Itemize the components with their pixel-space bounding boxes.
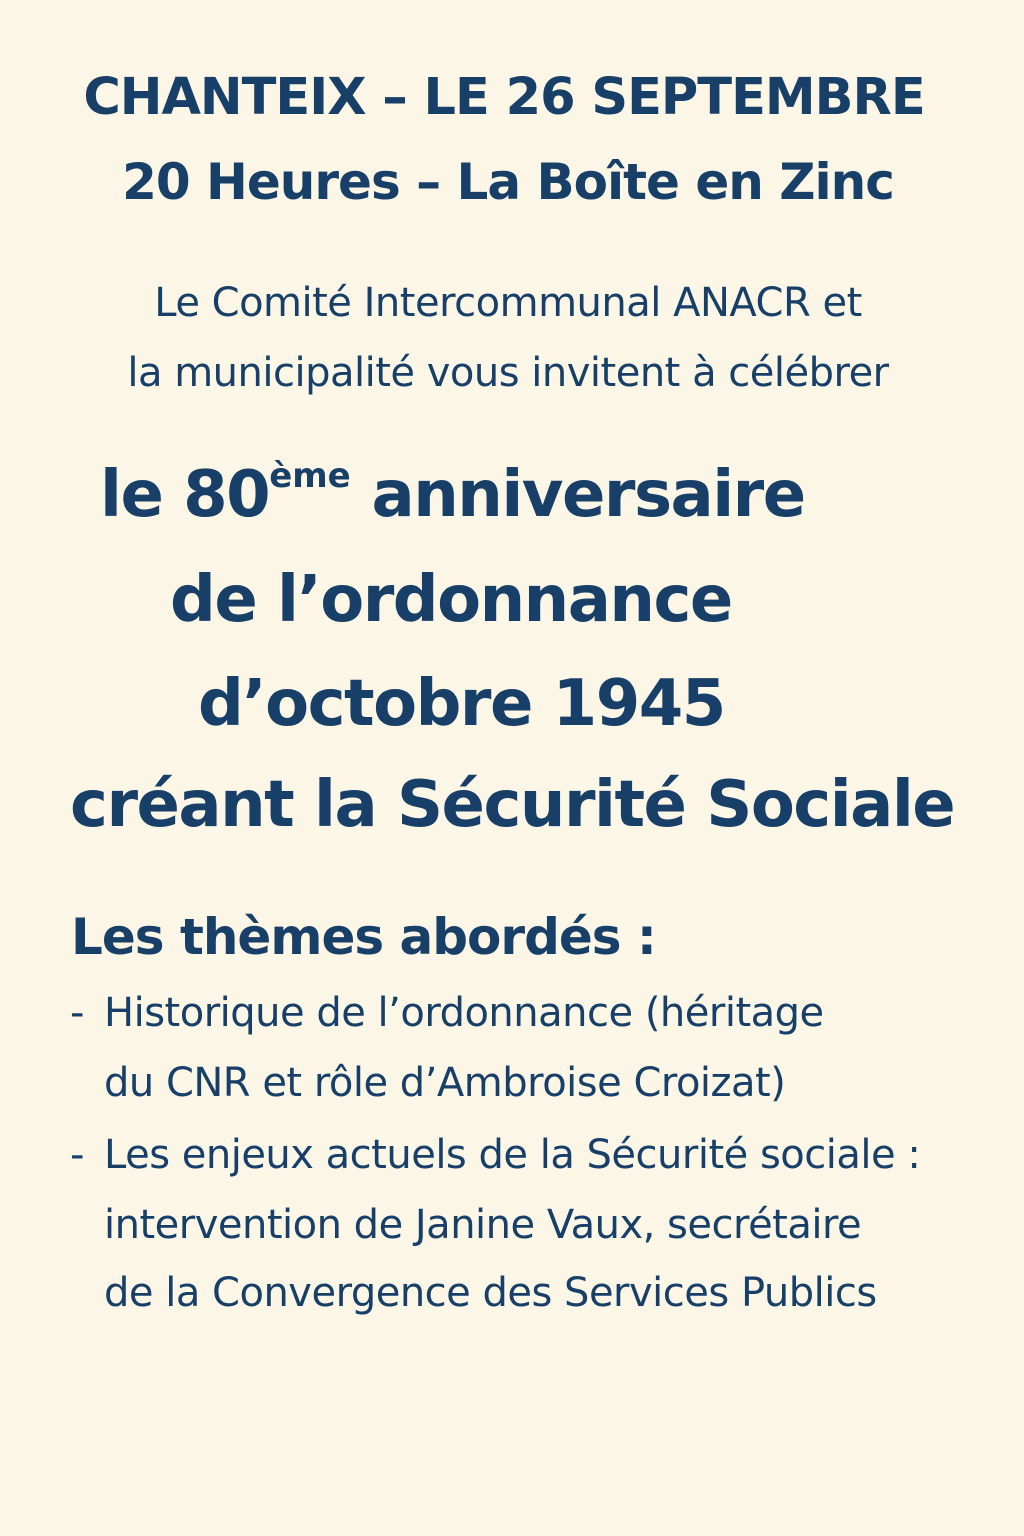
theme-1-line-2: du CNR et rôle d’Ambroise Croizat) [104, 1060, 786, 1106]
event-location-date: CHANTEIX – LE 26 SEPTEMBRE [83, 68, 925, 127]
theme-bullet-2: - [70, 1132, 85, 1178]
theme-2-line-3: de la Convergence des Services Publics [104, 1270, 877, 1316]
theme-bullet-1: - [70, 990, 85, 1036]
headline-ordinal: ème [269, 456, 351, 497]
invitation-line-1: Le Comité Intercommunal ANACR et [154, 280, 862, 326]
headline-line-3: d’octobre 1945 [198, 667, 725, 741]
headline-line-2: de l’ordonnance [170, 563, 732, 637]
headline-prefix: le 80 [100, 458, 270, 532]
headline-line-1 [100, 458, 805, 532]
event-time-venue: 20 Heures – La Boîte en Zinc [122, 153, 894, 211]
headline-line-4: créant la Sécurité Sociale [70, 768, 955, 842]
invitation-line-2: la municipalité vous invitent à célébrer [127, 350, 889, 396]
theme-1-line-1: Historique de l’ordonnance (héritage [104, 990, 824, 1036]
theme-2-line-1: Les enjeux actuels de la Sécurité sociale : [104, 1132, 921, 1178]
theme-2-line-2: intervention de Janine Vaux, secrétaire [104, 1202, 862, 1248]
headline-suffix: anniversaire [350, 458, 805, 532]
themes-title: Les thèmes abordés : [71, 908, 656, 966]
